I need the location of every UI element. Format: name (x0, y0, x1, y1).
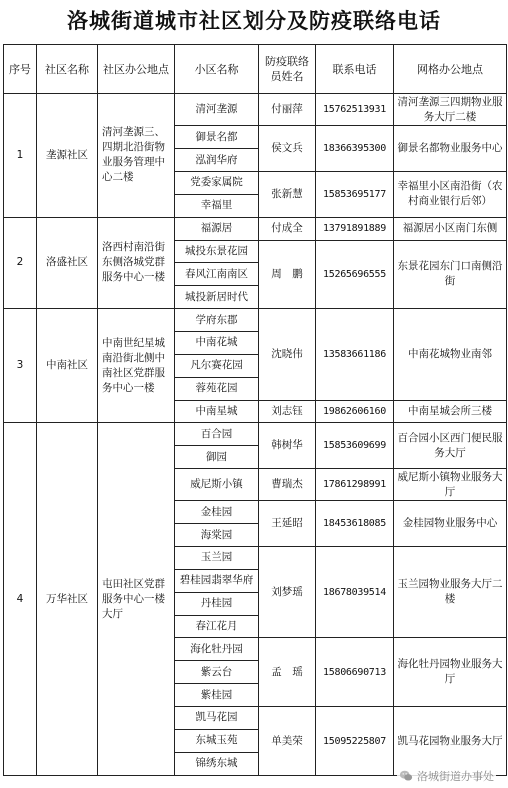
community-name: 洛盛社区 (37, 217, 98, 308)
contact-name: 周 鹏 (259, 240, 316, 309)
contact-name: 侯文兵 (259, 126, 316, 172)
grid-office: 中南花城物业南邻 (394, 309, 507, 400)
contact-phone: 15853695177 (316, 171, 394, 217)
grid-office: 御景名都物业服务中心 (394, 126, 507, 172)
community-name: 万华社区 (37, 423, 98, 776)
header-row (4, 45, 507, 94)
grid-office: 威尼斯小镇物业服务大厅 (394, 469, 507, 501)
estate-name: 海棠园 (175, 524, 259, 547)
watermark (397, 766, 496, 786)
estate-name: 锦绣东城 (175, 752, 259, 775)
contact-name: 付丽萍 (259, 94, 316, 126)
contact-name: 韩树华 (259, 423, 316, 469)
estate-name: 凯马花园 (175, 707, 259, 730)
community-office: 屯田社区党群服务中心一楼大厅 (98, 423, 175, 776)
contact-phone: 17861298991 (316, 469, 394, 501)
estate-name: 紫桂园 (175, 684, 259, 707)
estate-name: 党委家属院 (175, 171, 259, 194)
header-cell: 防疫联络员姓名 (259, 45, 316, 94)
estate-name: 御园 (175, 446, 259, 469)
community-index: 1 (4, 94, 37, 218)
wechat-icon (399, 769, 413, 783)
contact-phone: 18678039514 (316, 547, 394, 638)
header-cell: 社区办公地点 (98, 45, 175, 94)
contact-name: 刘梦瑶 (259, 547, 316, 638)
contact-phone: 18453618085 (316, 501, 394, 547)
grid-office: 金桂园物业服务中心 (394, 501, 507, 547)
estate-name: 春风江南南区 (175, 263, 259, 286)
table-row (4, 217, 507, 240)
estate-name: 金桂园 (175, 501, 259, 524)
table-row (4, 309, 507, 332)
estate-name: 学府东郡 (175, 309, 259, 332)
estate-name: 福源居 (175, 217, 259, 240)
community-index: 2 (4, 217, 37, 308)
header-cell: 社区名称 (37, 45, 98, 94)
estate-name: 蓉苑花园 (175, 377, 259, 400)
contact-table (3, 44, 507, 776)
header-cell: 网格办公地点 (394, 45, 507, 94)
contact-phone: 19862606160 (316, 400, 394, 423)
grid-office: 幸福里小区南沿街（农村商业银行后邻） (394, 171, 507, 217)
header-cell: 小区名称 (175, 45, 259, 94)
contact-name: 孟 瑶 (259, 638, 316, 707)
grid-office: 中南星城会所三楼 (394, 400, 507, 423)
community-office: 中南世纪星城南沿街北侧中南社区党群服务中心一楼 (98, 309, 175, 423)
grid-office: 福源居小区南门东侧 (394, 217, 507, 240)
contact-name: 付成全 (259, 217, 316, 240)
contact-phone: 15806690713 (316, 638, 394, 707)
estate-name: 幸福里 (175, 194, 259, 217)
estate-name: 中南花城 (175, 331, 259, 354)
contact-phone: 15095225807 (316, 707, 394, 776)
community-index: 4 (4, 423, 37, 776)
contact-phone: 13791891889 (316, 217, 394, 240)
estate-name: 泓润华府 (175, 149, 259, 172)
estate-name: 东城玉苑 (175, 729, 259, 752)
grid-office: 玉兰园物业服务大厅二楼 (394, 547, 507, 638)
estate-name: 中南星城 (175, 400, 259, 423)
contact-phone: 15853609699 (316, 423, 394, 469)
community-index: 3 (4, 309, 37, 423)
grid-office: 海化牡丹园物业服务大厅 (394, 638, 507, 707)
estate-name: 城投东景花园 (175, 240, 259, 263)
contact-name: 沈晓伟 (259, 309, 316, 400)
estate-name: 百合园 (175, 423, 259, 446)
community-office: 洛西村南沿街东侧洛城党群服务中心一楼 (98, 217, 175, 308)
community-name: 中南社区 (37, 309, 98, 423)
contact-phone: 18366395300 (316, 126, 394, 172)
contact-name: 张新慧 (259, 171, 316, 217)
contact-name: 刘志钰 (259, 400, 316, 423)
community-office: 清河垄源三、四期北沿街物业服务管理中心二楼 (98, 94, 175, 218)
estate-name: 春江花月 (175, 615, 259, 638)
contact-name: 王延昭 (259, 501, 316, 547)
header-cell: 序号 (4, 45, 37, 94)
table-row (4, 94, 507, 126)
contact-name: 曹瑞杰 (259, 469, 316, 501)
estate-name: 碧桂园翡翠华府 (175, 569, 259, 592)
grid-office: 清河垄源三四期物业服务大厅二楼 (394, 94, 507, 126)
header-cell: 联系电话 (316, 45, 394, 94)
contact-phone: 15762513931 (316, 94, 394, 126)
grid-office: 百合园小区西门便民服务大厅 (394, 423, 507, 469)
contact-phone: 13583661186 (316, 309, 394, 400)
estate-name: 紫云台 (175, 661, 259, 684)
grid-office: 凯马花园物业服务大厅 (394, 707, 507, 776)
page-title: 洛城街道城市社区划分及防疫联络电话 (67, 9, 441, 33)
contact-name: 单美荣 (259, 707, 316, 776)
contact-phone: 15265696555 (316, 240, 394, 309)
estate-name: 凡尔赛花园 (175, 354, 259, 377)
estate-name: 御景名都 (175, 126, 259, 149)
table-row (4, 423, 507, 446)
grid-office: 东景花园东门口南侧沿街 (394, 240, 507, 309)
estate-name: 威尼斯小镇 (175, 469, 259, 501)
estate-name: 城投新居时代 (175, 286, 259, 309)
estate-name: 清河垄源 (175, 94, 259, 126)
watermark-text: 洛城街道办事处 (417, 770, 494, 783)
estate-name: 玉兰园 (175, 547, 259, 570)
estate-name: 丹桂园 (175, 592, 259, 615)
community-name: 垄源社区 (37, 94, 98, 218)
estate-name: 海化牡丹园 (175, 638, 259, 661)
